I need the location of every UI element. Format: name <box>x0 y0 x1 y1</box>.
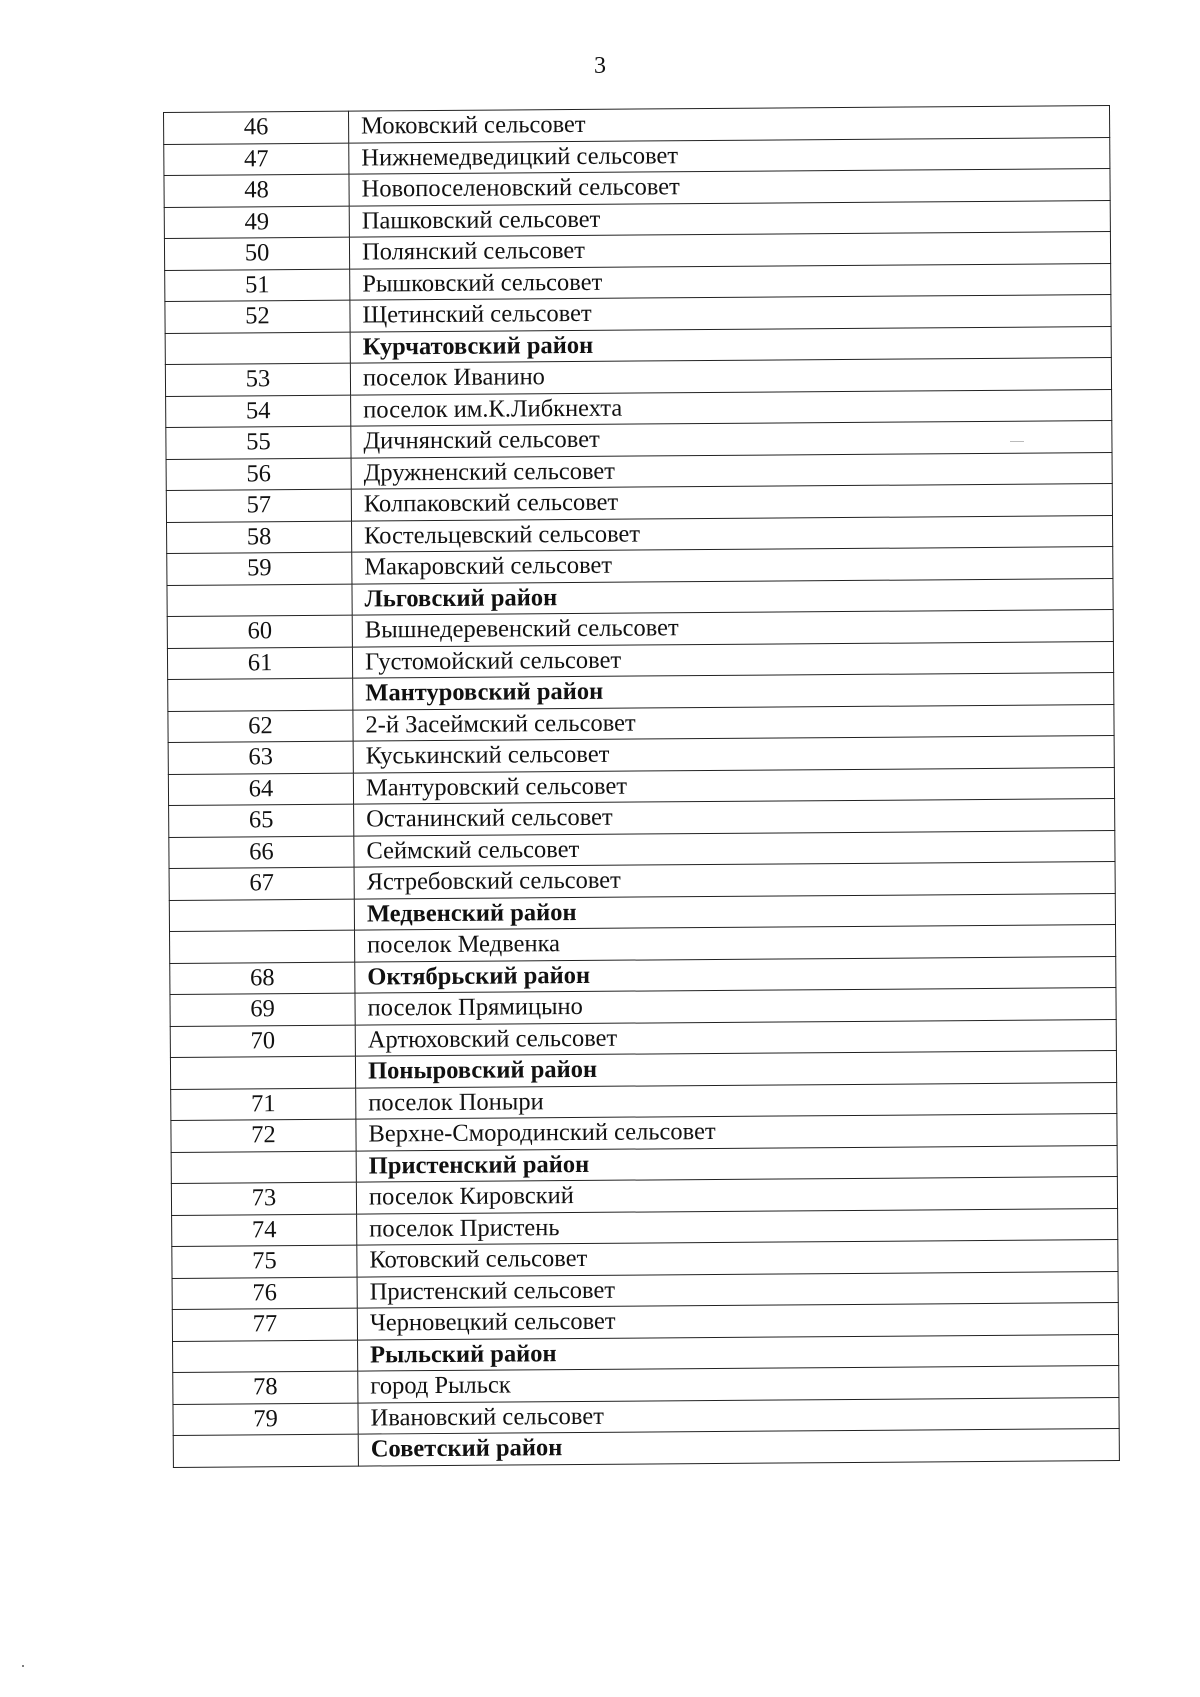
row-number-cell: 46 <box>164 111 349 144</box>
municipality-name-cell: Нижнемедведицкий сельсовет <box>349 137 1110 174</box>
district-name-cell: Поныровский район <box>355 1051 1116 1088</box>
row-number-cell: 56 <box>166 458 351 491</box>
municipality-name-cell: Останинский сельсовет <box>354 799 1115 836</box>
row-number-cell: 72 <box>171 1119 356 1152</box>
municipality-name-cell: Дичнянский сельсовет <box>351 421 1112 458</box>
row-number-cell <box>173 1340 358 1373</box>
municipality-name-cell: Верхне-Смородинский сельсовет <box>356 1114 1117 1151</box>
municipality-name-cell: Мантуровский сельсовет <box>353 767 1114 804</box>
scan-speck <box>22 1665 24 1667</box>
row-number-cell: 71 <box>171 1088 356 1121</box>
municipality-name-cell: Костельцевский сельсовет <box>352 515 1113 552</box>
municipality-name-cell: город Рыльск <box>358 1366 1119 1403</box>
municipality-name-cell: поселок Иванино <box>350 358 1111 395</box>
municipality-name-cell: Черновецкий сельсовет <box>357 1303 1118 1340</box>
row-number-cell: 73 <box>171 1182 356 1215</box>
district-name-cell: Медвенский район <box>354 893 1115 930</box>
municipality-name-cell: Моковский сельсовет <box>348 106 1109 143</box>
row-number-cell: 61 <box>167 647 352 680</box>
municipality-name-cell: Артюховский сельсовет <box>355 1019 1116 1056</box>
row-number-cell: 52 <box>165 300 350 333</box>
row-number-cell: 55 <box>166 426 351 459</box>
municipality-name-cell: Дружненский сельсовет <box>351 452 1112 489</box>
row-number-cell: 54 <box>166 395 351 428</box>
municipality-name-cell: Колпаковский сельсовет <box>351 484 1112 521</box>
municipality-name-cell: 2-й Засеймский сельсовет <box>353 704 1114 741</box>
row-number-cell: 75 <box>172 1245 357 1278</box>
row-number-cell: 67 <box>169 867 354 900</box>
district-name-cell: Октябрьский район <box>355 956 1116 993</box>
row-number-cell: 78 <box>173 1371 358 1404</box>
municipality-name-cell: поселок Поныри <box>356 1082 1117 1119</box>
row-number-cell: 77 <box>172 1308 357 1341</box>
municipalities-table <box>163 105 1120 1467</box>
row-number-cell: 68 <box>170 962 355 995</box>
row-number-cell <box>170 930 355 963</box>
row-number-cell: 53 <box>165 363 350 396</box>
row-number-cell: 49 <box>164 206 349 239</box>
district-header-row <box>173 1429 1119 1467</box>
row-number-cell: 59 <box>167 552 352 585</box>
municipality-name-cell: Густомойский сельсовет <box>352 641 1113 678</box>
district-name-cell: Рыльский район <box>358 1334 1119 1371</box>
row-number-cell: 50 <box>164 237 349 270</box>
page-number: 3 <box>594 53 606 79</box>
municipality-name-cell: поселок Прямицыно <box>355 988 1116 1025</box>
row-number-cell <box>167 584 352 617</box>
municipality-name-cell: Ивановский сельсовет <box>358 1397 1119 1434</box>
district-name-cell: Льговский район <box>352 578 1113 615</box>
scan-mark <box>1010 441 1024 442</box>
municipality-name-cell: Новопоселеновский сельсовет <box>349 169 1110 206</box>
district-name-cell: Курчатовский район <box>350 326 1111 363</box>
municipality-name-cell: Вышнедеревенский сельсовет <box>352 610 1113 647</box>
row-number-cell: 48 <box>164 174 349 207</box>
row-number-cell: 58 <box>167 521 352 554</box>
municipality-name-cell: Полянский сельсовет <box>349 232 1110 269</box>
municipality-name-cell: Пашковский сельсовет <box>349 200 1110 237</box>
municipality-name-cell: Макаровский сельсовет <box>352 547 1113 584</box>
row-number-cell: 69 <box>170 993 355 1026</box>
municipality-name-cell: поселок Пристень <box>357 1208 1118 1245</box>
row-number-cell: 74 <box>172 1214 357 1247</box>
row-number-cell: 64 <box>168 773 353 806</box>
municipality-name-cell: Котовский сельсовет <box>357 1240 1118 1277</box>
row-number-cell: 79 <box>173 1403 358 1436</box>
municipality-name-cell: Ястребовский сельсовет <box>354 862 1115 899</box>
municipality-name-cell: Сеймский сельсовет <box>354 830 1115 867</box>
row-number-cell: 51 <box>165 269 350 302</box>
row-number-cell: 47 <box>164 143 349 176</box>
row-number-cell: 76 <box>172 1277 357 1310</box>
row-number-cell: 60 <box>167 615 352 648</box>
municipality-name-cell: Куськинский сельсовет <box>353 736 1114 773</box>
district-name-cell: Мантуровский район <box>353 673 1114 710</box>
row-number-cell <box>171 1151 356 1184</box>
municipality-name-cell: Щетинский сельсовет <box>350 295 1111 332</box>
municipality-name-cell: поселок Кировский <box>356 1177 1117 1214</box>
row-number-cell: 70 <box>170 1025 355 1058</box>
row-number-cell <box>165 332 350 365</box>
district-name-cell: Советский район <box>358 1429 1119 1466</box>
row-number-cell: 65 <box>169 804 354 837</box>
row-number-cell: 63 <box>168 741 353 774</box>
row-number-cell <box>173 1434 358 1467</box>
row-number-cell <box>170 1056 355 1089</box>
municipality-name-cell: Пристенский сельсовет <box>357 1271 1118 1308</box>
table-body <box>164 106 1120 1467</box>
row-number-cell <box>168 678 353 711</box>
municipality-name-cell: Рышковский сельсовет <box>350 263 1111 300</box>
municipality-name-cell: поселок им.К.Либкнехта <box>351 389 1112 426</box>
municipality-name-cell: поселок Медвенка <box>355 925 1116 962</box>
row-number-cell: 66 <box>169 836 354 869</box>
row-number-cell: 62 <box>168 710 353 743</box>
row-number-cell: 57 <box>166 489 351 522</box>
district-name-cell: Пристенский район <box>356 1145 1117 1182</box>
row-number-cell <box>169 899 354 932</box>
